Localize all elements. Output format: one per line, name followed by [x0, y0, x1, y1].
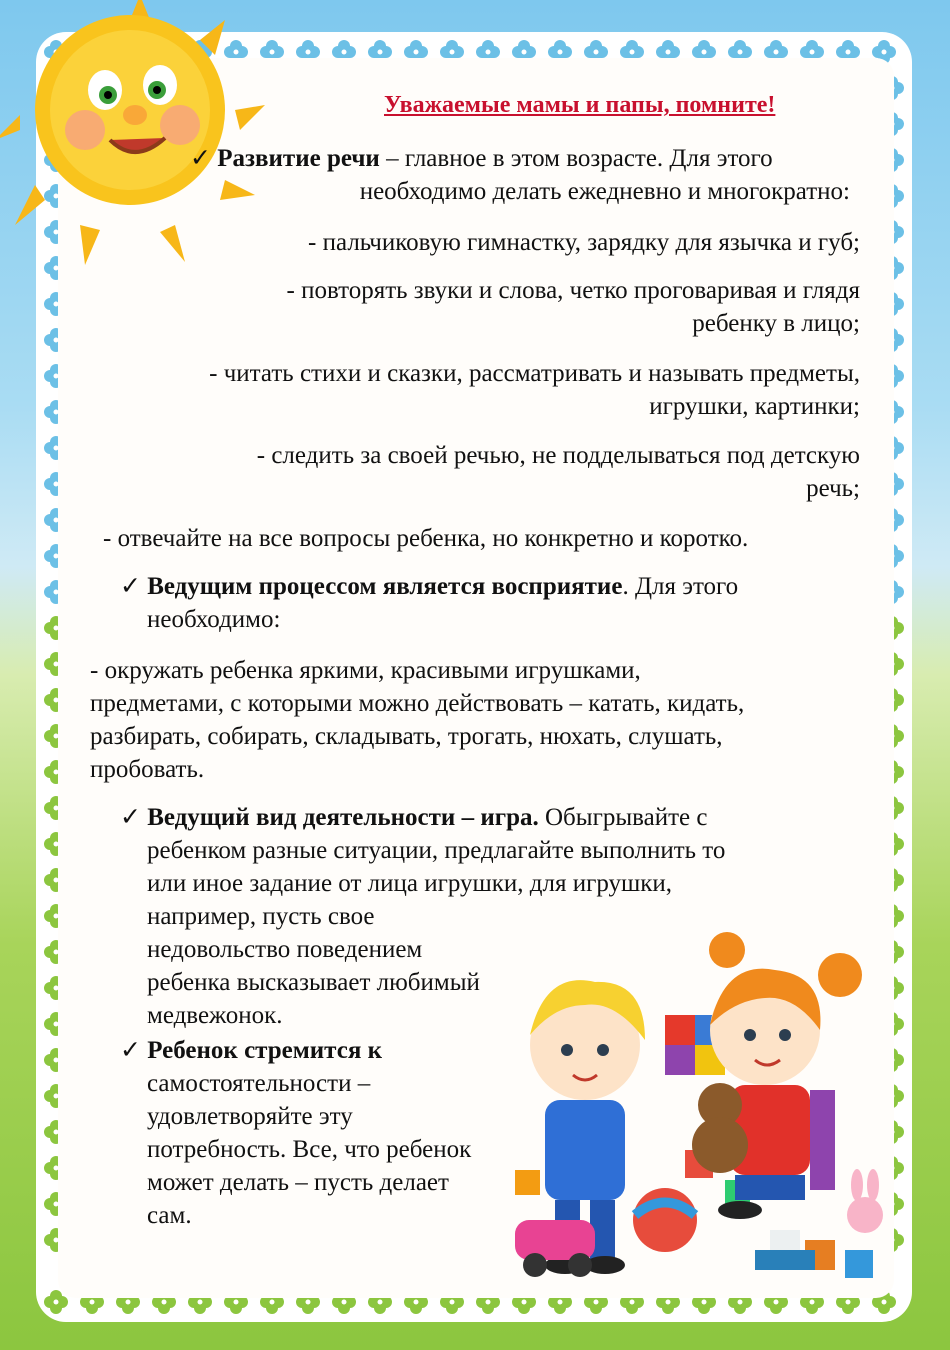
- paragraph-independence: ✓ Ребенок стремится к: [120, 1037, 383, 1064]
- paragraph-play: ✓ Ведущий вид деятельности – игра. Обыгрывайте с: [120, 804, 708, 831]
- list-item-own-speech-line2: речь;: [806, 475, 860, 502]
- page-title: Уважаемые мамы и папы, помните!: [384, 92, 776, 118]
- list-item-answer-questions: - отвечайте на все вопросы ребенка, но конкретно и коротко.: [103, 525, 749, 552]
- paragraph-independence-l6: сам.: [147, 1202, 192, 1229]
- paragraph-speech-line2: необходимо делать ежедневно и многократно:: [359, 178, 850, 205]
- paragraph-play-l4: например, пусть свое: [147, 903, 375, 930]
- children-playing-illustration: [495, 920, 915, 1310]
- list-item-repeat-sounds-line2: ребенку в лицо;: [692, 310, 860, 337]
- paragraph-independence-l5: может делать – пусть делает: [147, 1169, 449, 1196]
- paragraph-speech: ✓ Развитие речи – главное в этом возрасте. Для этого: [190, 145, 773, 172]
- paragraph-perception: ✓ Ведущим процессом является восприятие. Для этого: [120, 573, 739, 600]
- check-icon: ✓: [120, 804, 141, 831]
- list-item-own-speech: - следить за своей речью, не подделываться под детскую: [256, 442, 860, 469]
- paragraph-play-l5: недовольство поведением: [147, 936, 423, 963]
- paragraph-play-l7: медвежонок.: [147, 1002, 283, 1029]
- check-icon: ✓: [190, 145, 211, 172]
- check-icon: ✓: [120, 1037, 141, 1064]
- list-item-read-poems: - читать стихи и сказки, рассматривать и называть предметы,: [209, 360, 860, 387]
- list-item-toys-l4: пробовать.: [90, 756, 205, 783]
- paragraph-perception-line2: необходимо:: [147, 606, 281, 633]
- paragraph-independence-l4: потребность. Все, что ребенок: [147, 1136, 472, 1163]
- paragraph-independence-l3: удовлетворяйте эту: [147, 1103, 353, 1130]
- list-item-toys-l3: разбирать, собирать, складывать, трогать, нюхать, слушать,: [90, 723, 723, 750]
- check-icon: ✓: [120, 573, 141, 600]
- paragraph-independence-l2: самостоятельности –: [147, 1070, 371, 1097]
- list-item-toys-l2: предметами, с которыми можно действовать – катать, кидать,: [90, 690, 745, 717]
- list-item-toys-l1: - окружать ребенка яркими, красивыми игрушками,: [90, 657, 641, 684]
- list-item-read-poems-line2: игрушки, картинки;: [649, 393, 860, 420]
- list-item-gymnastics: - пальчиковую гимнастку, зарядку для язычка и губ;: [308, 229, 860, 256]
- list-item-repeat-sounds: - повторять звуки и слова, четко проговаривая и глядя: [286, 277, 860, 304]
- paragraph-play-l2: ребенком разные ситуации, предлагайте выполнить то: [147, 837, 726, 864]
- paragraph-play-l3: или иное задание от лица игрушки, для игрушки,: [147, 870, 673, 897]
- paragraph-play-l6: ребенка высказывает любимый: [147, 969, 480, 996]
